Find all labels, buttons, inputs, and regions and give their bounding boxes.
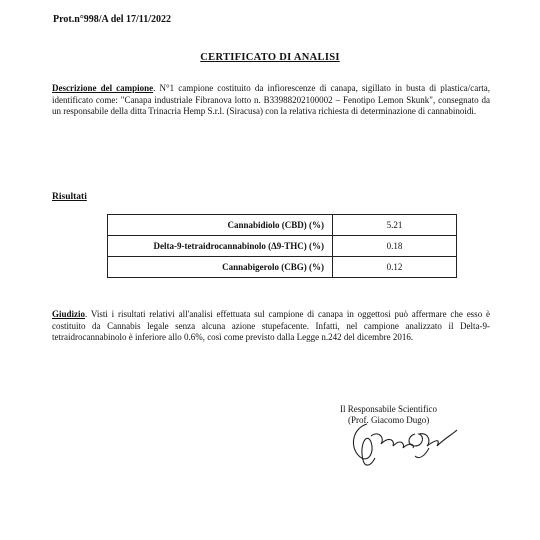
- analyte-value: 0.12: [333, 257, 457, 278]
- analyte-name: Cannabidiolo (CBD) (%): [108, 215, 333, 236]
- sample-description: [52, 83, 490, 118]
- document-title: CERTIFICATO DI ANALISI: [200, 52, 340, 63]
- analyte-name: Delta-9-tetraidrocannabinolo (Δ9-THC) (%): [108, 236, 333, 257]
- results-heading: Risultati: [52, 192, 87, 202]
- judgment-text: . Visti i risultati relativi all'analisi effettuata sul campione di canapa in oggettosi può affermare che esso è costituito da Cannabis legale senza alcuna azione stupefacente. Infatti, nel campione analizzato il Delta-9-tetraidrocannabinolo è inferiore allo 0.6%, così come previsto dalla Legge n.242 del dicembre 2016.: [52, 309, 490, 342]
- signer-role: Il Responsabile Scientifico: [340, 404, 437, 414]
- protocol-number: Prot.n°998/A del 17/11/2022: [53, 14, 171, 25]
- description-label: Descrizione del campione: [52, 83, 154, 93]
- analyte-value: 5.21: [333, 215, 457, 236]
- table-row: [108, 236, 457, 257]
- signer-name: (Prof. Giacomo Dugo): [348, 415, 430, 425]
- analyte-value: 0.18: [333, 236, 457, 257]
- results-table: [107, 214, 457, 278]
- judgment-paragraph: [52, 309, 490, 344]
- description-text: . N°1 campione costituito da infiorescenze di canapa, sigillato in busta di plastica/carta, identificato come: "Canapa industriale Fibranova lotto n. B33988202100002 – Fenotipo Lemon Skunk", consegnato da un responsabile della ditta Trinacria Hemp S.r.l. (Siracusa) con la relativa richiesta di determinazione di cannabinoidi.: [52, 83, 491, 116]
- judgment-label: Giudizio: [52, 309, 86, 319]
- handwritten-signature-icon: [345, 416, 465, 472]
- table-row: [108, 257, 457, 278]
- table-row: [108, 215, 457, 236]
- analyte-name: Cannabigerolo (CBG) (%): [108, 257, 333, 278]
